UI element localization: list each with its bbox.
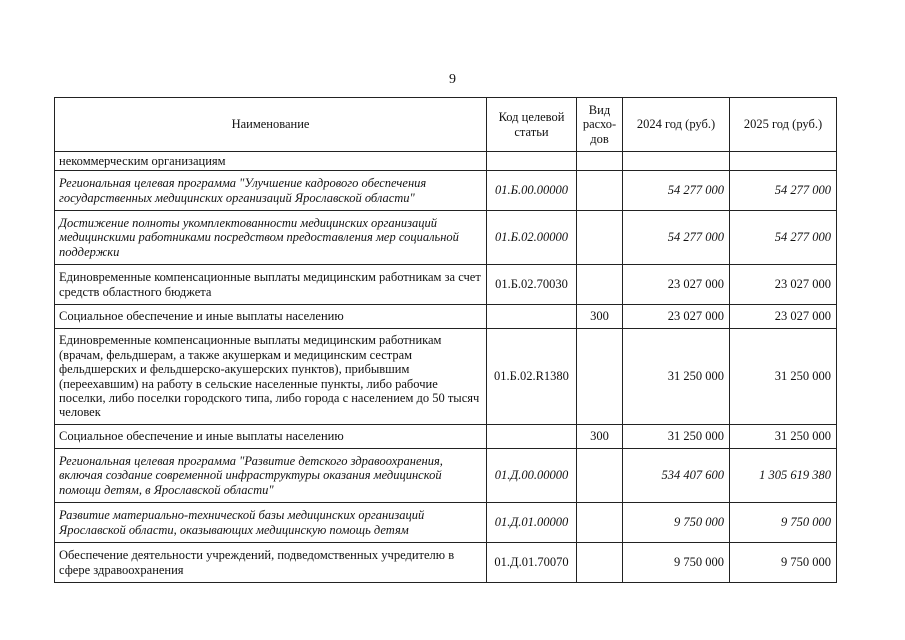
- row-name: Социальное обеспечение и иные выплаты населению: [55, 305, 487, 329]
- row-2024: 23 027 000: [623, 265, 730, 305]
- row-name: Единовременные компенсационные выплаты медицинским работникам за счет средств областного бюджета: [55, 265, 487, 305]
- table-row: [55, 425, 837, 449]
- row-kind: [577, 503, 623, 543]
- table-row: [55, 503, 837, 543]
- row-2024: 54 277 000: [623, 171, 730, 211]
- table-header-row: [55, 98, 837, 152]
- row-2025: 9 750 000: [730, 543, 837, 583]
- row-name: Региональная целевая программа "Улучшение кадрового обеспечения государственных медицинских организаций Ярославской области": [55, 171, 487, 211]
- row-kind: 300: [577, 425, 623, 449]
- row-code: [487, 425, 577, 449]
- row-kind: [577, 543, 623, 583]
- row-2024: 23 027 000: [623, 305, 730, 329]
- row-code: [487, 152, 577, 171]
- row-name: Обеспечение деятельности учреждений, подведомственных учредителю в сфере здравоохранения: [55, 543, 487, 583]
- row-2024: 31 250 000: [623, 425, 730, 449]
- row-name: Развитие материально-технической базы медицинских организаций Ярославской области, оказывающих медицинскую помощь детям: [55, 503, 487, 543]
- header-kind: Вид расхо-дов: [577, 98, 623, 152]
- row-2024: 54 277 000: [623, 211, 730, 265]
- row-kind: [577, 265, 623, 305]
- table-row: [55, 265, 837, 305]
- table-row: [55, 152, 837, 171]
- row-2024: [623, 152, 730, 171]
- row-code: 01.Д.01.70070: [487, 543, 577, 583]
- table-row: [55, 171, 837, 211]
- header-2024: 2024 год (руб.): [623, 98, 730, 152]
- row-kind: [577, 329, 623, 425]
- row-code: 01.Б.00.00000: [487, 171, 577, 211]
- row-2024: 9 750 000: [623, 503, 730, 543]
- row-code: 01.Б.02.70030: [487, 265, 577, 305]
- row-kind: 300: [577, 305, 623, 329]
- table-row: [55, 543, 837, 583]
- table-row: [55, 329, 837, 425]
- row-2025: 31 250 000: [730, 329, 837, 425]
- row-kind: [577, 449, 623, 503]
- row-2024: 534 407 600: [623, 449, 730, 503]
- row-2025: 23 027 000: [730, 305, 837, 329]
- row-code: 01.Д.01.00000: [487, 503, 577, 543]
- row-kind: [577, 211, 623, 265]
- header-name: Наименование: [55, 98, 487, 152]
- row-code: 01.Д.00.00000: [487, 449, 577, 503]
- table-row: [55, 305, 837, 329]
- row-name: некоммерческим организациям: [55, 152, 487, 171]
- row-name: Социальное обеспечение и иные выплаты населению: [55, 425, 487, 449]
- row-code: 01.Б.02.00000: [487, 211, 577, 265]
- row-code: [487, 305, 577, 329]
- row-name: Достижение полноты укомплектованности медицинских организаций медицинскими работниками посредством предоставления мер социальной поддержки: [55, 211, 487, 265]
- row-2024: 9 750 000: [623, 543, 730, 583]
- row-2025: 1 305 619 380: [730, 449, 837, 503]
- row-2025: 9 750 000: [730, 503, 837, 543]
- page-number: 9: [449, 72, 456, 87]
- header-code: Код целевой статьи: [487, 98, 577, 152]
- row-2025: 23 027 000: [730, 265, 837, 305]
- row-name: Региональная целевая программа "Развитие детского здравоохранения, включая создание современной инфраструктуры оказания медицинской помощи детям, в Ярославской области": [55, 449, 487, 503]
- budget-table: [54, 97, 837, 583]
- table-row: [55, 211, 837, 265]
- row-kind: [577, 171, 623, 211]
- row-2024: 31 250 000: [623, 329, 730, 425]
- row-2025: [730, 152, 837, 171]
- row-2025: 31 250 000: [730, 425, 837, 449]
- header-2025: 2025 год (руб.): [730, 98, 837, 152]
- row-code: 01.Б.02.R1380: [487, 329, 577, 425]
- row-2025: 54 277 000: [730, 211, 837, 265]
- row-2025: 54 277 000: [730, 171, 837, 211]
- row-kind: [577, 152, 623, 171]
- table-row: [55, 449, 837, 503]
- row-name: Единовременные компенсационные выплаты медицинским работникам (врачам, фельдшерам, а также акушеркам и медицинским сестрам фельдшерских и фельдшерско-акушерских пунктов), прибывшим (переехавшим) на работу в сельские населенные пункты, либо рабочие поселки, либо поселки городского типа, либо города с населением до 50 тысяч человек: [55, 329, 487, 425]
